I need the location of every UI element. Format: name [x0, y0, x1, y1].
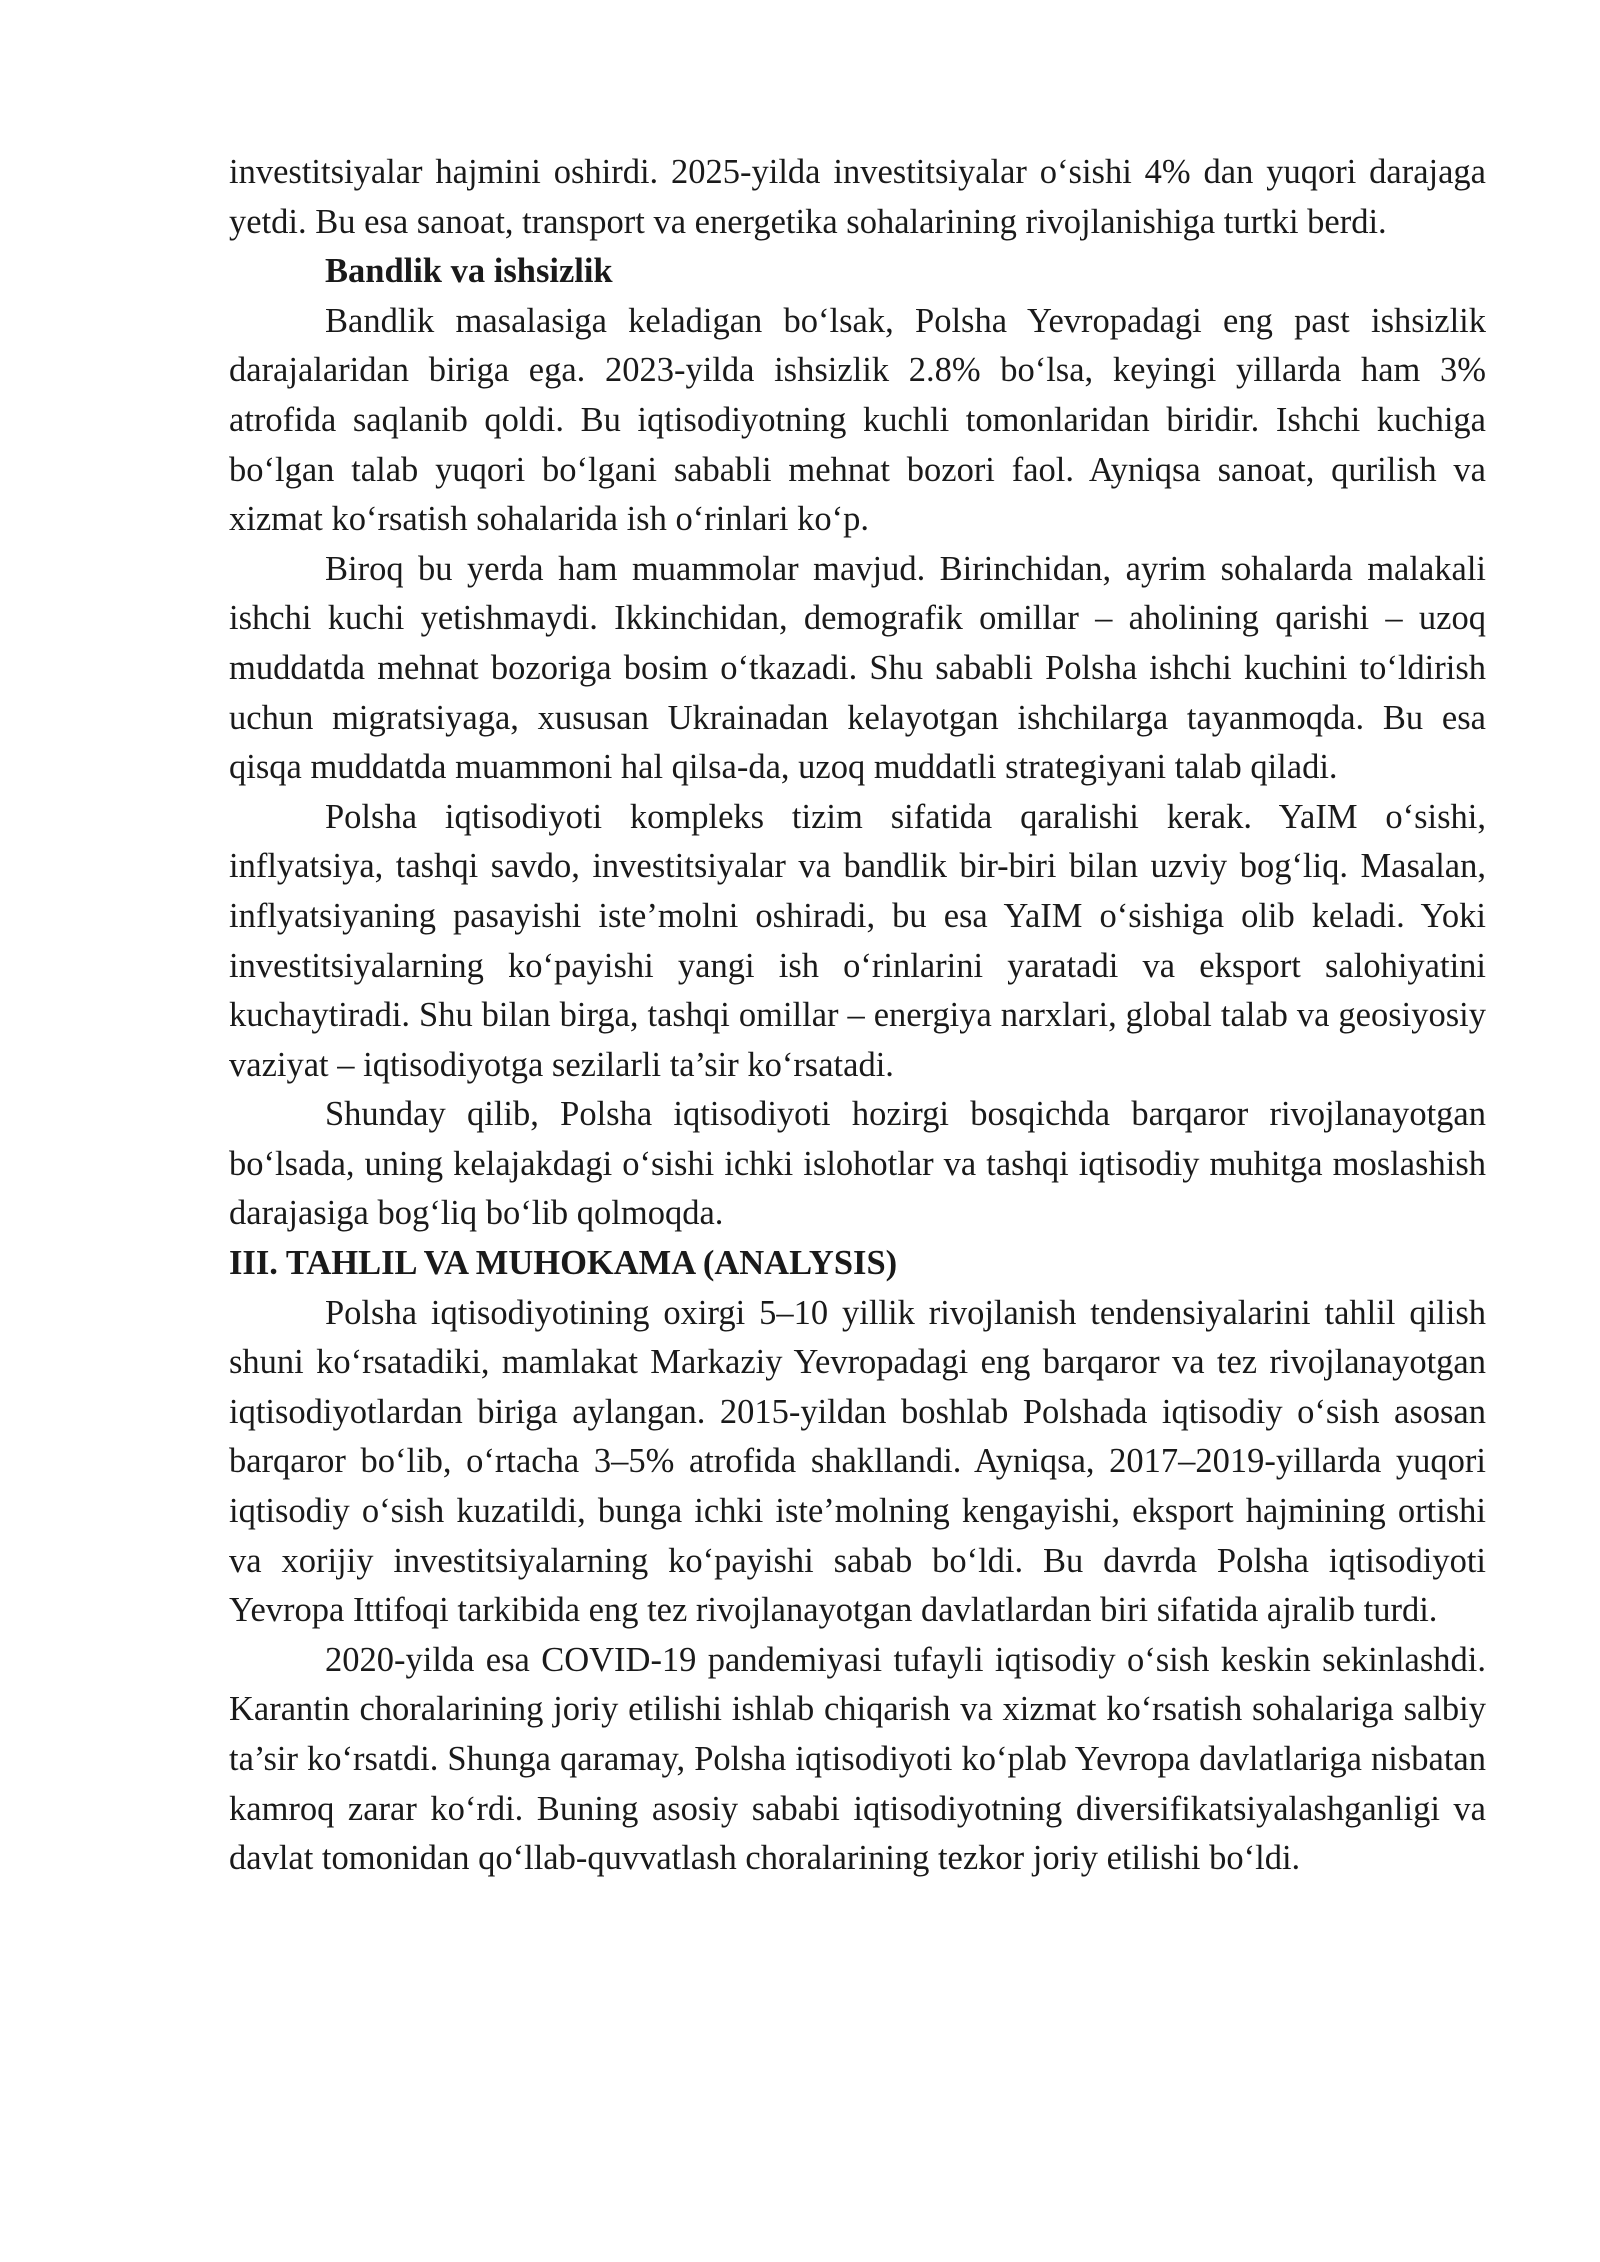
document-page [229, 148, 1486, 1884]
paragraph-covid-impact: 2020-yilda esa COVID-19 pandemiyasi tufayli iqtisodiy o‘sish keskin sekinlashdi. Karantin choralarining joriy etilishi ishlab chiqarish va xizmat ko‘rsatish sohalariga salbiy ta’sir ko‘rsatdi. Shunga qaramay, Polsha iqtisodiyoti ko‘plab Yevropa davlatlariga nisbatan kamroq zarar ko‘rdi. Buning asosiy sababi iqtisodiyotning diversifikatsiyalashganligi va davlat tomonidan qo‘llab-quvvatlash choralarining tezkor joriy etilishi bo‘ldi. [229, 1640, 1486, 1878]
subheading-employment: Bandlik va ishsizlik [325, 252, 613, 291]
section-heading-analysis: III. TAHLIL VA MUHOKAMA (ANALYSIS) [229, 1244, 898, 1283]
paragraph-analysis-trends: Polsha iqtisodiyotining oxirgi 5–10 yillik rivojlanish tendensiyalarini tahlil qilish shuni ko‘rsatadiki, mamlakat Markaziy Yevropadagi eng barqaror va tez rivojlanayotgan iqtisodiyotlardan biriga aylangan. 2015-yildan boshlab Polshada iqtisodiy o‘sish asosan barqaror bo‘lib, o‘rtacha 3–5% atrofida shakllandi. Ayniqsa, 2017–2019-yillarda yuqori iqtisodiy o‘sish kuzatildi, bunga ichki iste’molning kengayishi, eksport hajmining ortishi va xorijiy investitsiyalarning ko‘payishi sabab bo‘ldi. Bu davrda Polsha iqtisodiyoti Yevropa Ittifoqi tarkibida eng tez rivojlanayotgan davlatlardan biri sifatida ajralib turdi. [229, 1293, 1486, 1630]
paragraph-investments-continuation: investitsiyalar hajmini oshirdi. 2025-yilda investitsiyalar o‘sishi 4% dan yuqori darajaga yetdi. Bu esa sanoat, transport va energetika sohalarining rivojlanishiga turtki berdi. [229, 153, 1486, 241]
paragraph-complex-system: Polsha iqtisodiyoti kompleks tizim sifatida qaralishi kerak. YaIM o‘sishi, inflyatsiya, tashqi savdo, investitsiyalar va bandlik bir-biri bilan uzviy bog‘liq. Masalan, inflyatsiyaning pasayishi iste’molni oshiradi, bu esa YaIM o‘sishiga olib keladi. Yoki investitsiyalarning ko‘payishi yangi ish o‘rinlarini yaratadi va eksport salohiyatini kuchaytiradi. Shu bilan birga, tashqi omillar – energiya narxlari, global talab va geosiyosiy vaziyat – iqtisodiyotga sezilarli ta’sir ko‘rsatadi. [229, 797, 1486, 1084]
paragraph-conclusion: Shunday qilib, Polsha iqtisodiyoti hozirgi bosqichda barqaror rivojlanayotgan bo‘lsada, uning kelajakdagi o‘sishi ichki islohotlar va tashqi iqtisodiy muhitga moslashish darajasiga bog‘liq bo‘lib qolmoqda. [229, 1095, 1486, 1233]
paragraph-employment: Bandlik masalasiga keladigan bo‘lsak, Polsha Yevropadagi eng past ishsizlik darajalaridan biriga ega. 2023-yilda ishsizlik 2.8% bo‘lsa, keyingi yillarda ham 3% atrofida saqlanib qoldi. Bu iqtisodiyotning kuchli tomonlaridan biridir. Ishchi kuchiga bo‘lgan talab yuqori bo‘lgani sababli mehnat bozori faol. Ayniqsa sanoat, qurilish va xizmat ko‘rsatish sohalarida ish o‘rinlari ko‘p. [229, 301, 1486, 539]
paragraph-labor-problems: Biroq bu yerda ham muammolar mavjud. Birinchidan, ayrim sohalarda malakali ishchi kuchi yetishmaydi. Ikkinchidan, demografik omillar – aholining qarishi – uzoq muddatda mehnat bozoriga bosim o‘tkazadi. Shu sababli Polsha ishchi kuchini to‘ldirish uchun migratsiyaga, xususan Ukrainadan kelayotgan ishchilarga tayanmoqda. Bu esa qisqa muddatda muammoni hal qilsa-da, uzoq muddatli strategiyani talab qiladi. [229, 549, 1486, 787]
